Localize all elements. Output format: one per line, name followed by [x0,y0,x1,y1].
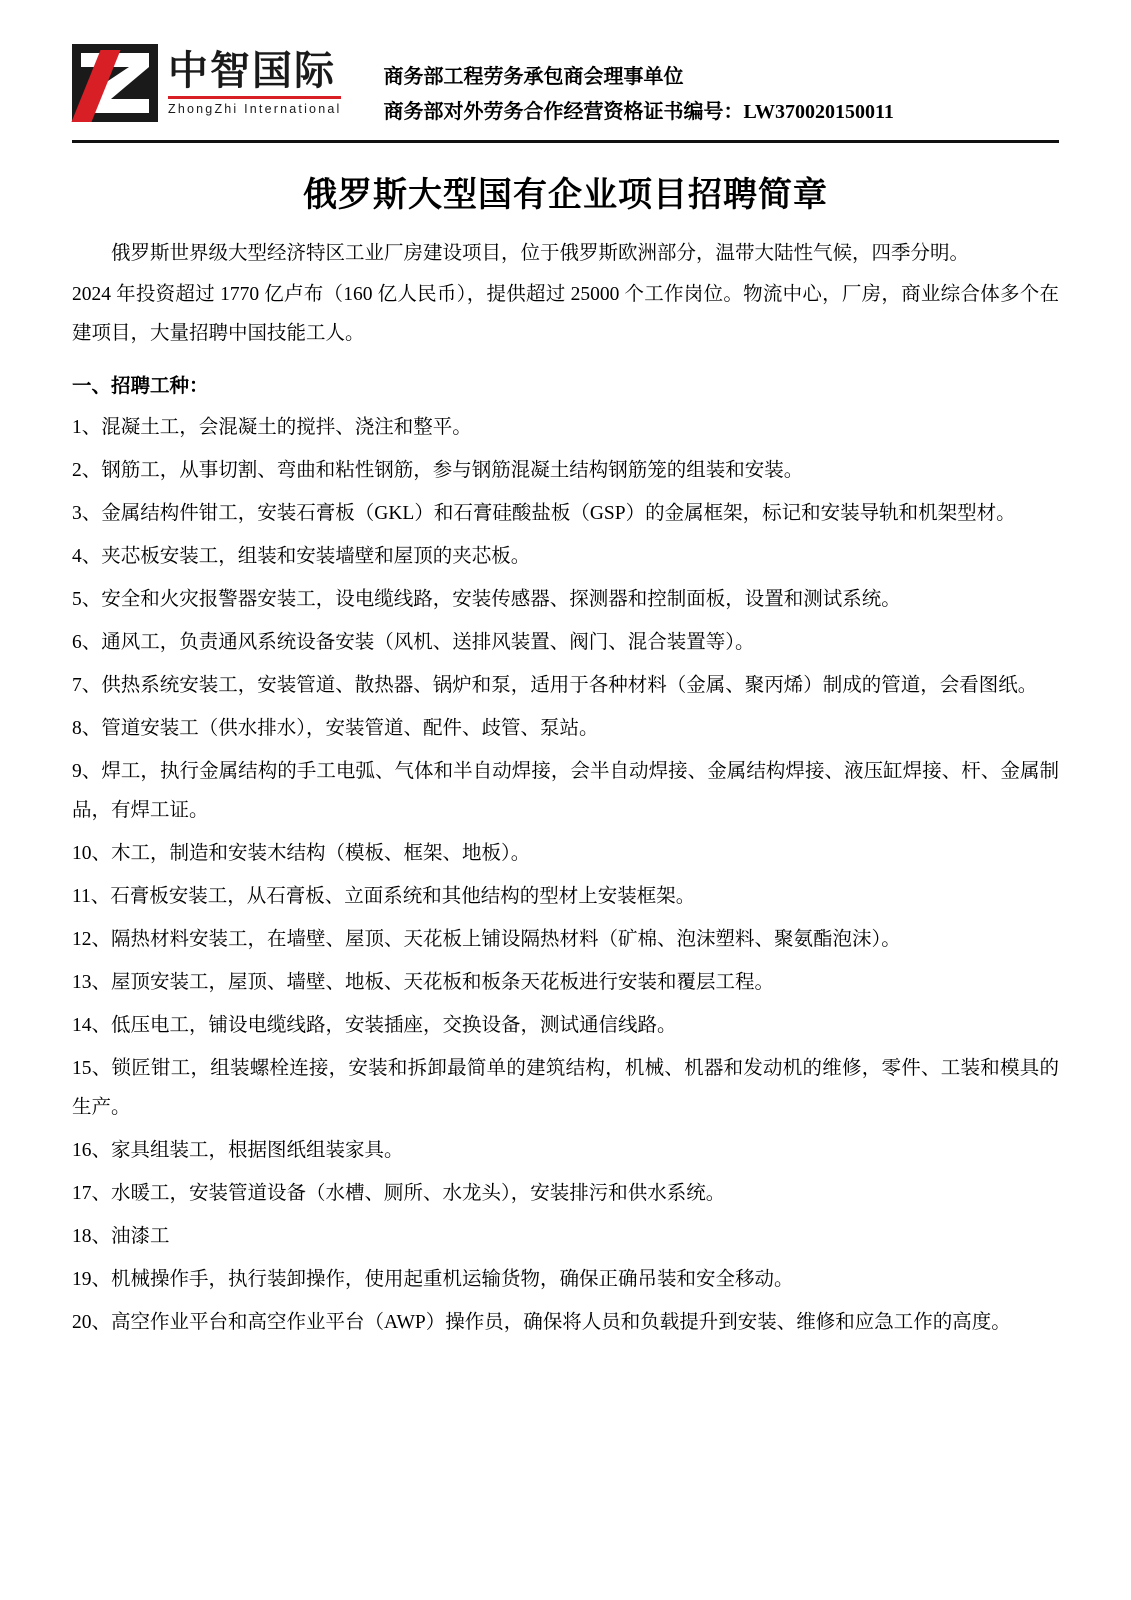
page-title: 俄罗斯大型国有企业项目招聘简章 [303,176,828,214]
list-item: 7、供热系统安装工，安装管道、散热器、锅炉和泵，适用于各种材料（金属、聚丙烯）制成的管道，会看图纸。 [72,675,1038,696]
section-heading-jobs: 一、招聘工种： [72,376,209,397]
list-item: 20、高空作业平台和高空作业平台（AWP）操作员，确保将人员和负载提升到安装、维修和应急工作的高度。 [72,1312,1011,1333]
list-item: 9、焊工，执行金属结构的手工电弧、气体和半自动焊接，会半自动焊接、金属结构焊接、液压缸焊接、杆、金属制品，有焊工证。 [72,761,1059,821]
letterhead [72,44,1059,143]
list-item: 12、隔热材料安装工，在墙壁、屋顶、天花板上铺设隔热材料（矿棉、泡沫塑料、聚氨酯泡沫）。 [72,929,901,950]
intro-paragraph-1: 俄罗斯世界级大型经济特区工业厂房建设项目，位于俄罗斯欧洲部分，温带大陆性气候，四季分明。 [111,243,970,264]
logo-english-name: ZhongZhi International [168,101,342,116]
zhongzhi-logo-icon [72,44,158,122]
list-item: 13、屋顶安装工，屋顶、墙壁、地板、天花板和板条天花板进行安装和覆层工程。 [72,972,775,993]
list-item: 10、木工，制造和安装木结构（模板、框架、地板）。 [72,843,531,864]
credential-line-1: 商务部工程劳务承包商会理事单位 [383,66,684,88]
logo-chinese-name: 中智国际 [168,48,336,93]
list-item: 5、安全和火灾报警器安装工，设电缆线路，安装传感器、探测器和控制面板，设置和测试系统。 [72,589,901,610]
job-list [72,408,1059,1342]
list-item: 11、石膏板安装工，从石膏板、立面系统和其他结构的型材上安装框架。 [72,886,696,907]
list-item: 16、家具组装工，根据图纸组装家具。 [72,1140,404,1161]
list-item: 6、通风工，负责通风系统设备安装（风机、送排风装置、阀门、混合装置等）。 [72,632,755,653]
list-item: 19、机械操作手，执行装卸操作，使用起重机运输货物，确保正确吊装和安全移动。 [72,1269,794,1290]
list-item: 1、混凝土工，会混凝土的搅拌、浇注和整平。 [72,417,472,438]
list-item: 18、油漆工 [72,1226,170,1247]
list-item: 2、钢筋工，从事切割、弯曲和粘性钢筋，参与钢筋混凝土结构钢筋笼的组装和安装。 [72,460,804,481]
intro-paragraph-2: 2024 年投资超过 1770 亿卢布（160 亿人民币），提供超过 25000 个工作岗位。物流中心，厂房，商业综合体多个在建项目，大量招聘中国技能工人。 [72,284,1059,344]
list-item: 14、低压电工，铺设电缆线路，安装插座，交换设备，测试通信线路。 [72,1015,677,1036]
logo-text [158,48,342,116]
list-item: 3、金属结构件钳工，安装石膏板（GKL）和石膏硅酸盐板（GSP）的金属框架，标记和安装导轨和机架型材。 [72,503,1016,524]
credential-line-2: 商务部对外劳务合作经营资格证书编号：LW370020150011 [383,101,894,123]
letterhead-credentials [369,44,1059,130]
logo-divider [168,96,341,99]
list-item: 8、管道安装工（供水排水），安装管道、配件、歧管、泵站。 [72,718,599,739]
company-logo [72,44,369,122]
list-item: 4、夹芯板安装工，组装和安装墙壁和屋顶的夹芯板。 [72,546,531,567]
list-item: 15、锁匠钳工，组装螺栓连接，安装和拆卸最简单的建筑结构，机械、机器和发动机的维修，零件、工装和模具的生产。 [72,1058,1059,1118]
list-item: 17、水暖工，安装管道设备（水槽、厕所、水龙头），安装排污和供水系统。 [72,1183,726,1204]
